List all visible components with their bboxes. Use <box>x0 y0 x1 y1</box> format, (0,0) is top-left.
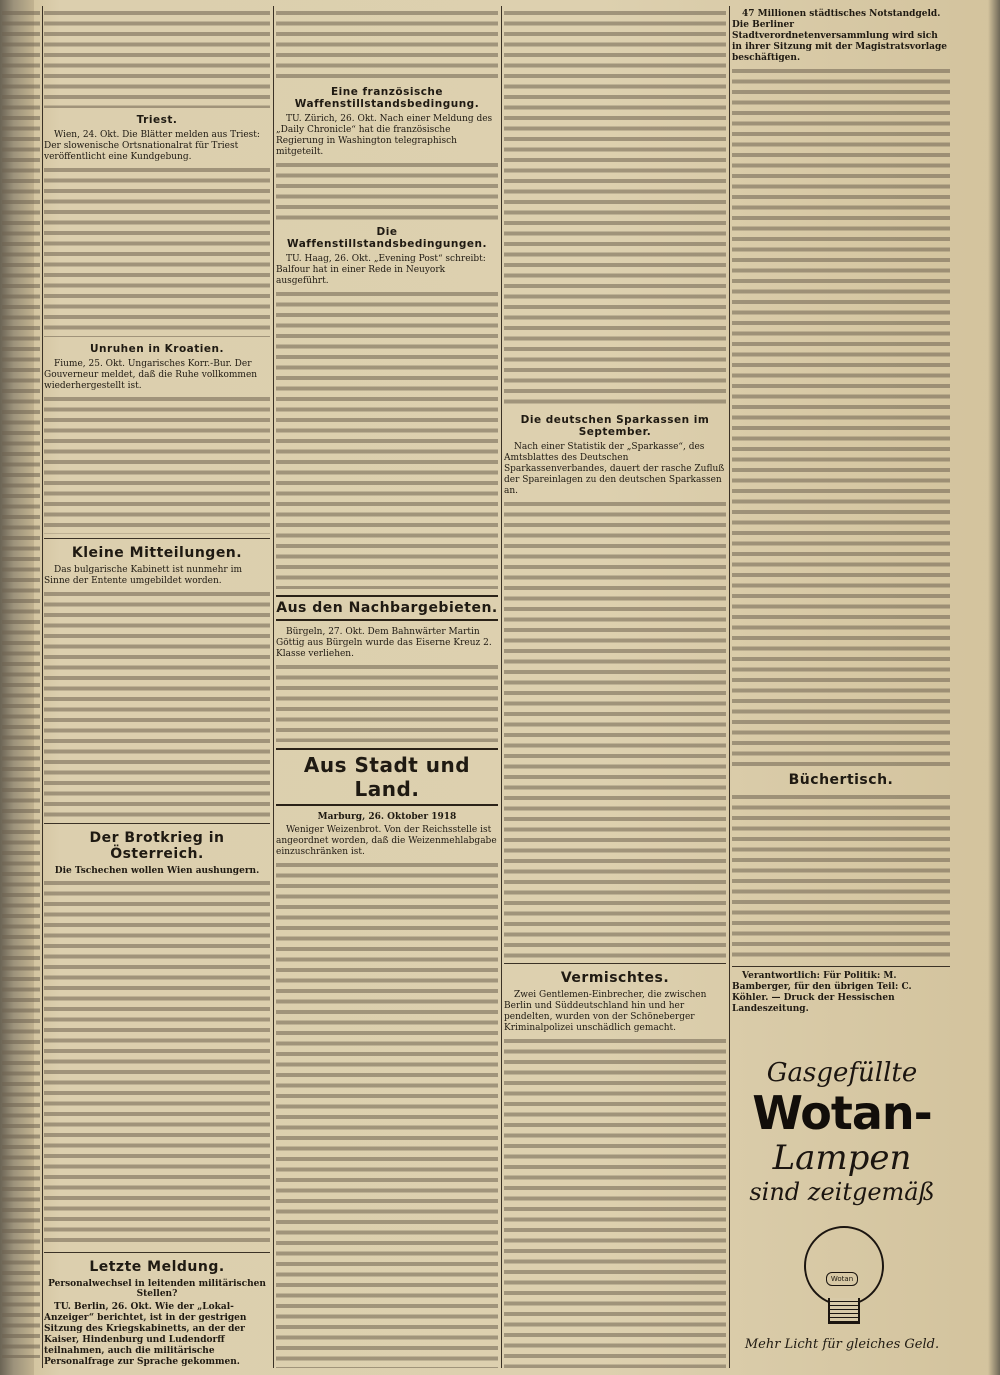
subheading-oesterreich: Die Tschechen wollen Wien aushungern. <box>54 866 260 876</box>
page-edge <box>988 0 1000 1375</box>
wotan-lamp-advertisement <box>736 1058 948 1358</box>
column-rule <box>42 6 43 1368</box>
ad-line-1: Gasgefüllte <box>766 1058 918 1088</box>
heading-nachbargebiete: Aus den Nachbargebieten. <box>276 600 498 616</box>
heading-mitteilungen: Kleine Mitteilungen. <box>71 545 243 561</box>
dateline-mitteilungen: Das bulgarische Kabinett ist nunmehr im Sinne der Entente umgebildet worden. <box>44 565 242 586</box>
text-lines <box>44 589 270 819</box>
heading-waffenstillstand: Eine französische Waffenstillstandsbedingung. <box>294 86 480 110</box>
divider <box>732 966 950 967</box>
bulb-glass <box>804 1226 884 1306</box>
column-1 <box>44 6 270 1368</box>
light-bulb-icon <box>794 1226 890 1326</box>
bulb-socket <box>828 1298 860 1324</box>
dateline-nachbargebiete: Bürgeln, 27. Okt. Dem Bahnwärter Martin Göttig aus Bürgeln wurde das Eiserne Kreuz 2. Klasse verliehen. <box>276 627 492 659</box>
dateline-waffenstillstand: TU. Zürich, 26. Okt. Nach einer Meldung des „Daily Chronicle“ hat die französische Regierung in Washington telegraphisch mitgeteilt. <box>276 114 493 157</box>
heading-triest: Triest. <box>136 114 178 126</box>
dateline-vermischtes: Zwei Gentlemen-Einbrecher, die zwischen Berlin und Süddeutschland hin und her pendelten, wurden von der Schöneberger Kriminalpolizei unschädlich gemacht. <box>504 990 707 1033</box>
ad-brand: Wotan- <box>752 1086 932 1140</box>
text-lines <box>732 66 950 766</box>
text-lines <box>504 499 726 959</box>
heading-stadt: Aus Stadt und Land. <box>303 753 471 801</box>
column-cut-off <box>2 6 40 1368</box>
heading-kroatien: Unruhen in Kroatien. <box>90 343 224 355</box>
bulb-label: Wotan <box>826 1272 858 1286</box>
text-lines <box>44 165 270 337</box>
text-lines <box>276 8 498 80</box>
ad-line-4: sind zeitgemäß <box>749 1178 935 1206</box>
heading-letzte: Letzte Meldung. <box>89 1259 225 1275</box>
item-millionen: 47 Millionen städtisches Notstandgeld. Die Berliner Stadtverordnetenversammlung wird sich in ihrer Sitzung mit der Magistratsvorlage beschäftigen. <box>732 9 947 63</box>
dateline-triest: Wien, 24. Okt. Die Blätter melden aus Triest: Der slowenische Ortsnationalrat für Triest veröffentlicht eine Kundgebung. <box>44 130 260 162</box>
text-lines <box>44 878 270 1248</box>
text-lines <box>276 289 498 589</box>
subheading-letzte: Personalwechsel in leitenden militärischen Stellen? <box>48 1279 266 1299</box>
dateline-letzte: TU. Berlin, 26. Okt. Wie der „Lokal-Anzeiger“ berichtet, ist in der gestrigen Sitzung des Kriegskabinetts, an der der Kaiser, Hindenburg und Ludendorff teilnahmen, auch die militärische Personalfrage zur Sprache gekommen. <box>44 1302 247 1367</box>
heading-bedingungen: Die Waffenstillstandsbedingungen. <box>287 226 487 250</box>
heading-buecher: Büchertisch. <box>788 772 894 788</box>
divider <box>44 538 270 539</box>
divider <box>44 823 270 824</box>
divider <box>504 963 726 964</box>
dateline-sparkassen: Nach einer Statistik der „Sparkasse“, des Amtsblattes des Deutschen Sparkassenverbandes, dauert der rasche Zufluß der Spareinlagen zu den deutschen Sparkassen an. <box>504 442 725 496</box>
text-lines <box>504 1036 726 1368</box>
heading-vermischtes: Vermischtes. <box>560 970 670 986</box>
ad-tagline: Mehr Licht für gleiches Geld. <box>744 1337 940 1352</box>
text-lines <box>504 8 726 408</box>
divider <box>44 1252 270 1253</box>
box-heading-stadt <box>276 748 498 806</box>
text-lines <box>44 8 270 108</box>
item-weizenbrot: Weniger Weizenbrot. Von der Reichsstelle ist angeordnet worden, daß die Weizenmehlabgabe einzuschränken ist. <box>276 825 497 857</box>
column-rule <box>729 6 730 1368</box>
heading-sparkassen: Die deutschen Sparkassen im September. <box>520 414 710 438</box>
column-2 <box>276 6 498 1368</box>
ad-line-3: Lampen <box>772 1138 912 1178</box>
dateline-kroatien: Fiume, 25. Okt. Ungarisches Korr.-Bur. Der Gouverneur meldet, daß die Ruhe vollkommen wiederhergestellt ist. <box>44 359 258 391</box>
text-lines <box>732 792 950 962</box>
text-lines <box>2 8 40 1358</box>
box-heading-nachbargebiete <box>276 595 498 621</box>
text-lines <box>276 160 498 220</box>
heading-oesterreich: Der Brotkrieg in Österreich. <box>89 830 225 862</box>
column-rule <box>501 6 502 1368</box>
column-rule <box>273 6 274 1368</box>
imprint: Verantwortlich: Für Politik: M. Bamberger, für den übrigen Teil: C. Köhler. — Druck der Hessischen Landeszeitung. <box>732 971 912 1014</box>
text-lines <box>44 394 270 534</box>
dateline-bedingungen: TU. Haag, 26. Okt. „Evening Post“ schreibt: Balfour hat in einer Rede in Neuyork ausgeführt. <box>276 254 486 286</box>
text-lines <box>276 662 498 742</box>
dateline-stadt: Marburg, 26. Oktober 1918 <box>317 812 457 822</box>
text-lines <box>276 860 498 1368</box>
column-3 <box>504 6 726 1368</box>
